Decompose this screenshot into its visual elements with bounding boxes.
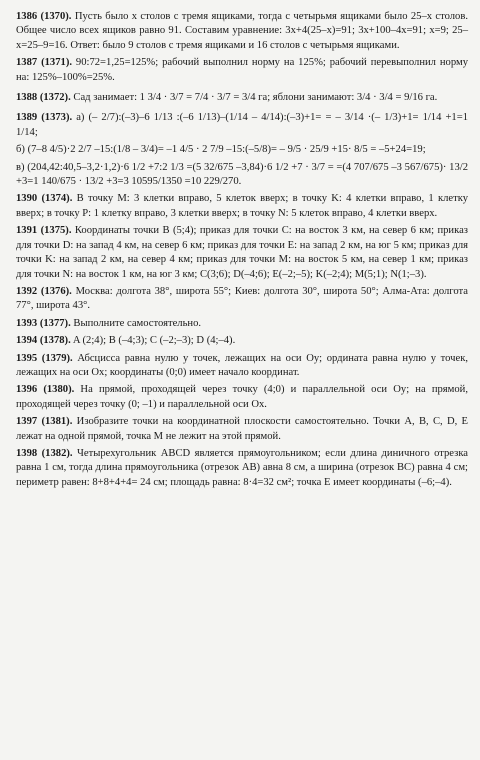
problem-1396	[16, 383, 468, 412]
problem-1387	[16, 56, 468, 85]
problem-number: 1388 (1372).	[16, 92, 71, 104]
problem-number: 1396 (1380).	[16, 384, 75, 396]
problem-text: 90:72=1,25=125%; рабочий выполнил норму на 125%; рабочий перевыполнил норму на: 125%–100%=25%.	[16, 57, 468, 83]
problem-1386	[16, 10, 468, 53]
problem-1394	[16, 334, 468, 348]
problem-number: 1393 (1377).	[16, 317, 71, 329]
problem-text: в) (204,42:40,5–3,2·1,2)·6 1/2 +7:2 1/3 =(5 32/675 –3,84)·6 1/2 +7 · 3/7 = =(4 707/675 –3 567/675)· 13/2 +3=1 140/675 · 13/2 +3=3 10595/1350 =10 229/270.	[16, 161, 468, 188]
problem-text: Абсцисса равна нулю у точек, лежащих на оси Oy; ордината равна нулю у точек, лежащих на оси Ox; координаты (0;0) имеет начало координат.	[16, 352, 468, 378]
problem-1395	[16, 352, 468, 381]
problem-1390	[16, 192, 468, 221]
problem-1393	[16, 317, 468, 331]
problem-1392	[16, 285, 468, 314]
problem-text: Сад занимает: 1 3/4 · 3/7 = 7/4 · 3/7 = 3/4 га; яблони занимают: 3/4 · 3/4 = 9/16 га.	[73, 92, 438, 104]
problem-number: 1397 (1381).	[16, 416, 73, 428]
problem-text: Пусть было x столов с тремя ящиками, тогда с четырьмя ящиками было 25–x столов. Общее число всех ящиков равно 91. Составим уравнение: 3x+4(25–x)=91; 3x+100–4x=91; x=9; 25–x=25–9=16. Ответ: было 9 столов с тремя ящиками и 16 столов с четырьмя ящиками.	[16, 11, 468, 51]
problem-number: 1387 (1371).	[16, 57, 72, 69]
problem-1391	[16, 224, 468, 282]
problem-text: В точку M: 3 клетки вправо, 5 клеток вверх; в точку K: 4 клетки вправо, 1 клетку вверх; в точку P: 1 клетку вправо, 3 клетки вверх; в точку N: 5 клеток вправо, 4 клетки вверх.	[16, 193, 469, 219]
problem-number: 1398 (1382).	[16, 447, 73, 459]
problem-text: а) (– 2/7):(–3)–6 1/13 :(–6 1/13)–(1/14 – 4/14):(–3)+1= = – 3/14 ·(– 1/3)+1= 1/14 +1=1 1/14;	[16, 112, 469, 138]
problem-text: На прямой, проходящей через точку (4;0) и параллельной оси Oy; на прямой, проходящей через точку (0; –1) и параллельной оси Ox.	[16, 384, 468, 410]
problem-number: 1390 (1374).	[16, 193, 73, 205]
problem-text: Изобразите точки на координатной плоскости самостоятельно. Точки A, B, C, D, E лежат на одной прямой, точка M не лежит на этой прямой.	[16, 416, 469, 442]
problem-1389-a	[16, 111, 468, 140]
problem-1397	[16, 415, 468, 444]
problem-text: б) (7–8 4/5)·2 2/7 –15:(1/8 – 3/4)= –1 4/5 · 2 7/9 –15:(–5/8)= – 9/5 · 25/9 +15· 8/5 = –5+24=19;	[16, 144, 426, 156]
problem-text: Выполните самостоятельно.	[73, 317, 202, 329]
problem-1398	[16, 447, 468, 490]
problem-number: 1391 (1375).	[16, 225, 72, 237]
problem-1389-c	[16, 161, 468, 190]
problem-number: 1394 (1378).	[16, 335, 71, 347]
problem-number: 1386 (1370).	[16, 11, 72, 22]
problem-number: 1395 (1379).	[16, 352, 73, 364]
problem-number: 1392 (1376).	[16, 285, 72, 297]
problem-text: Москва: долгота 38°, широта 55°; Киев: долгота 30°, широта 50°; Алма-Ата: долгота 77°, широта 43°.	[16, 285, 469, 312]
problem-number: 1389 (1373).	[16, 112, 73, 124]
problem-text: A (2;4); B (–4;3); C (–2;–3); D (4;–4).	[72, 335, 236, 347]
problem-1389-b	[16, 143, 468, 157]
problem-1388	[16, 91, 468, 105]
problem-text: Четырехугольник ABCD является прямоугольником; если длина диничного отрезка равна 1 см, тогда длина прямоугольника (отрезок AB) авна 8 см, а ширина (отрезок BC) равна 4 см; периметр равен: 8+8+4+4= 24 см; площадь равна: 8·4=32 см²; точка E имеет координаты (–6;–4).	[16, 447, 469, 488]
problem-text: Координаты точки B (5;4); приказ для точки C: на восток 3 км, на север 6 км; приказ для точки D: на запад 4 км, на север 6 км; приказ для точки E: на запад 2 км, на юг 5 км; приказ для точки K: на запад 2 км, на север 4 км; приказ для точки M: на восток 5 км, на север 1 км; приказ для точки N: на восток 1 км, на юг 3 км; C(3;6); D(–4;6); E(–2;–5); K(–2;4); M(5;1); N(1;–3).	[16, 225, 468, 280]
